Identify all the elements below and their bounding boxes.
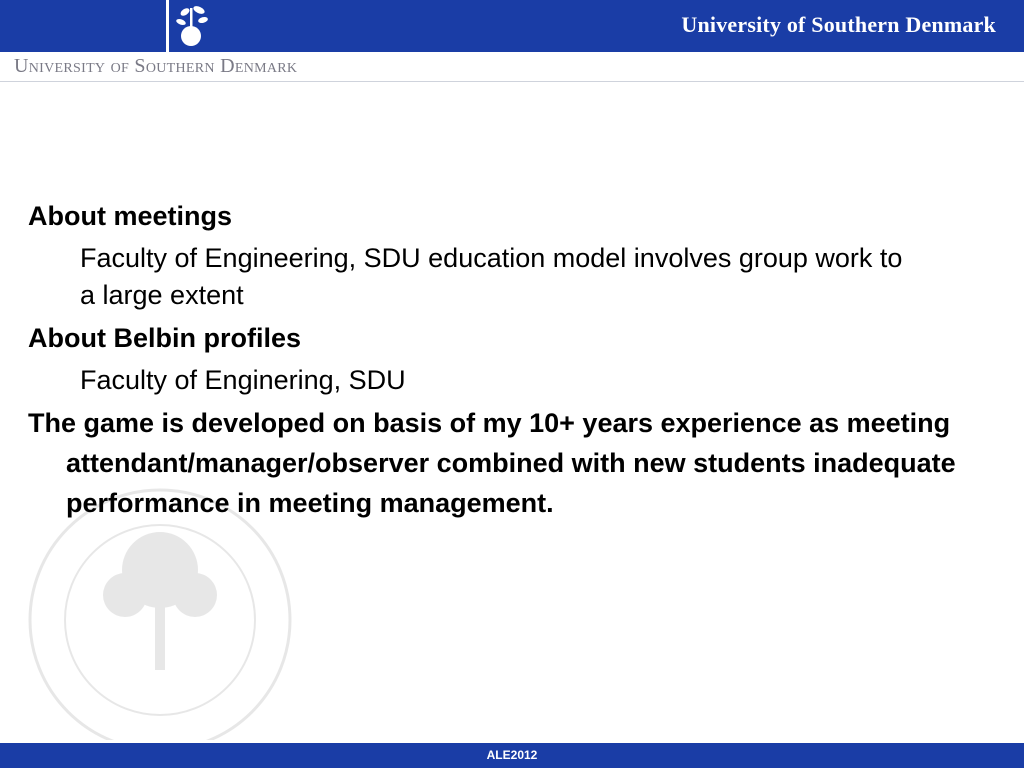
subheader-divider-line (0, 81, 1024, 82)
heading-about-belbin: About Belbin profiles (28, 323, 301, 353)
heading-about-meetings: About meetings (28, 201, 233, 231)
subheader-university-name: University of Southern Denmark (14, 55, 298, 77)
text-faculty-sdu: Faculty of Enginering, SDU (80, 365, 406, 395)
header-university-name: University of Southern Denmark (681, 12, 996, 37)
text-faculty-education-model: Faculty of Engineering, SDU education model involves group work to a large extent (80, 243, 903, 310)
footer-label: ALE2012 (486, 748, 538, 762)
paragraph-game-basis: The game is developed on basis of my 10+ years experience as meeting attendant/manager/observer combined with new students inadequate performance in meeting management. (28, 408, 956, 518)
apple-tree-logo-icon (169, 0, 219, 52)
slide-body (28, 196, 998, 523)
logo (166, 0, 219, 52)
